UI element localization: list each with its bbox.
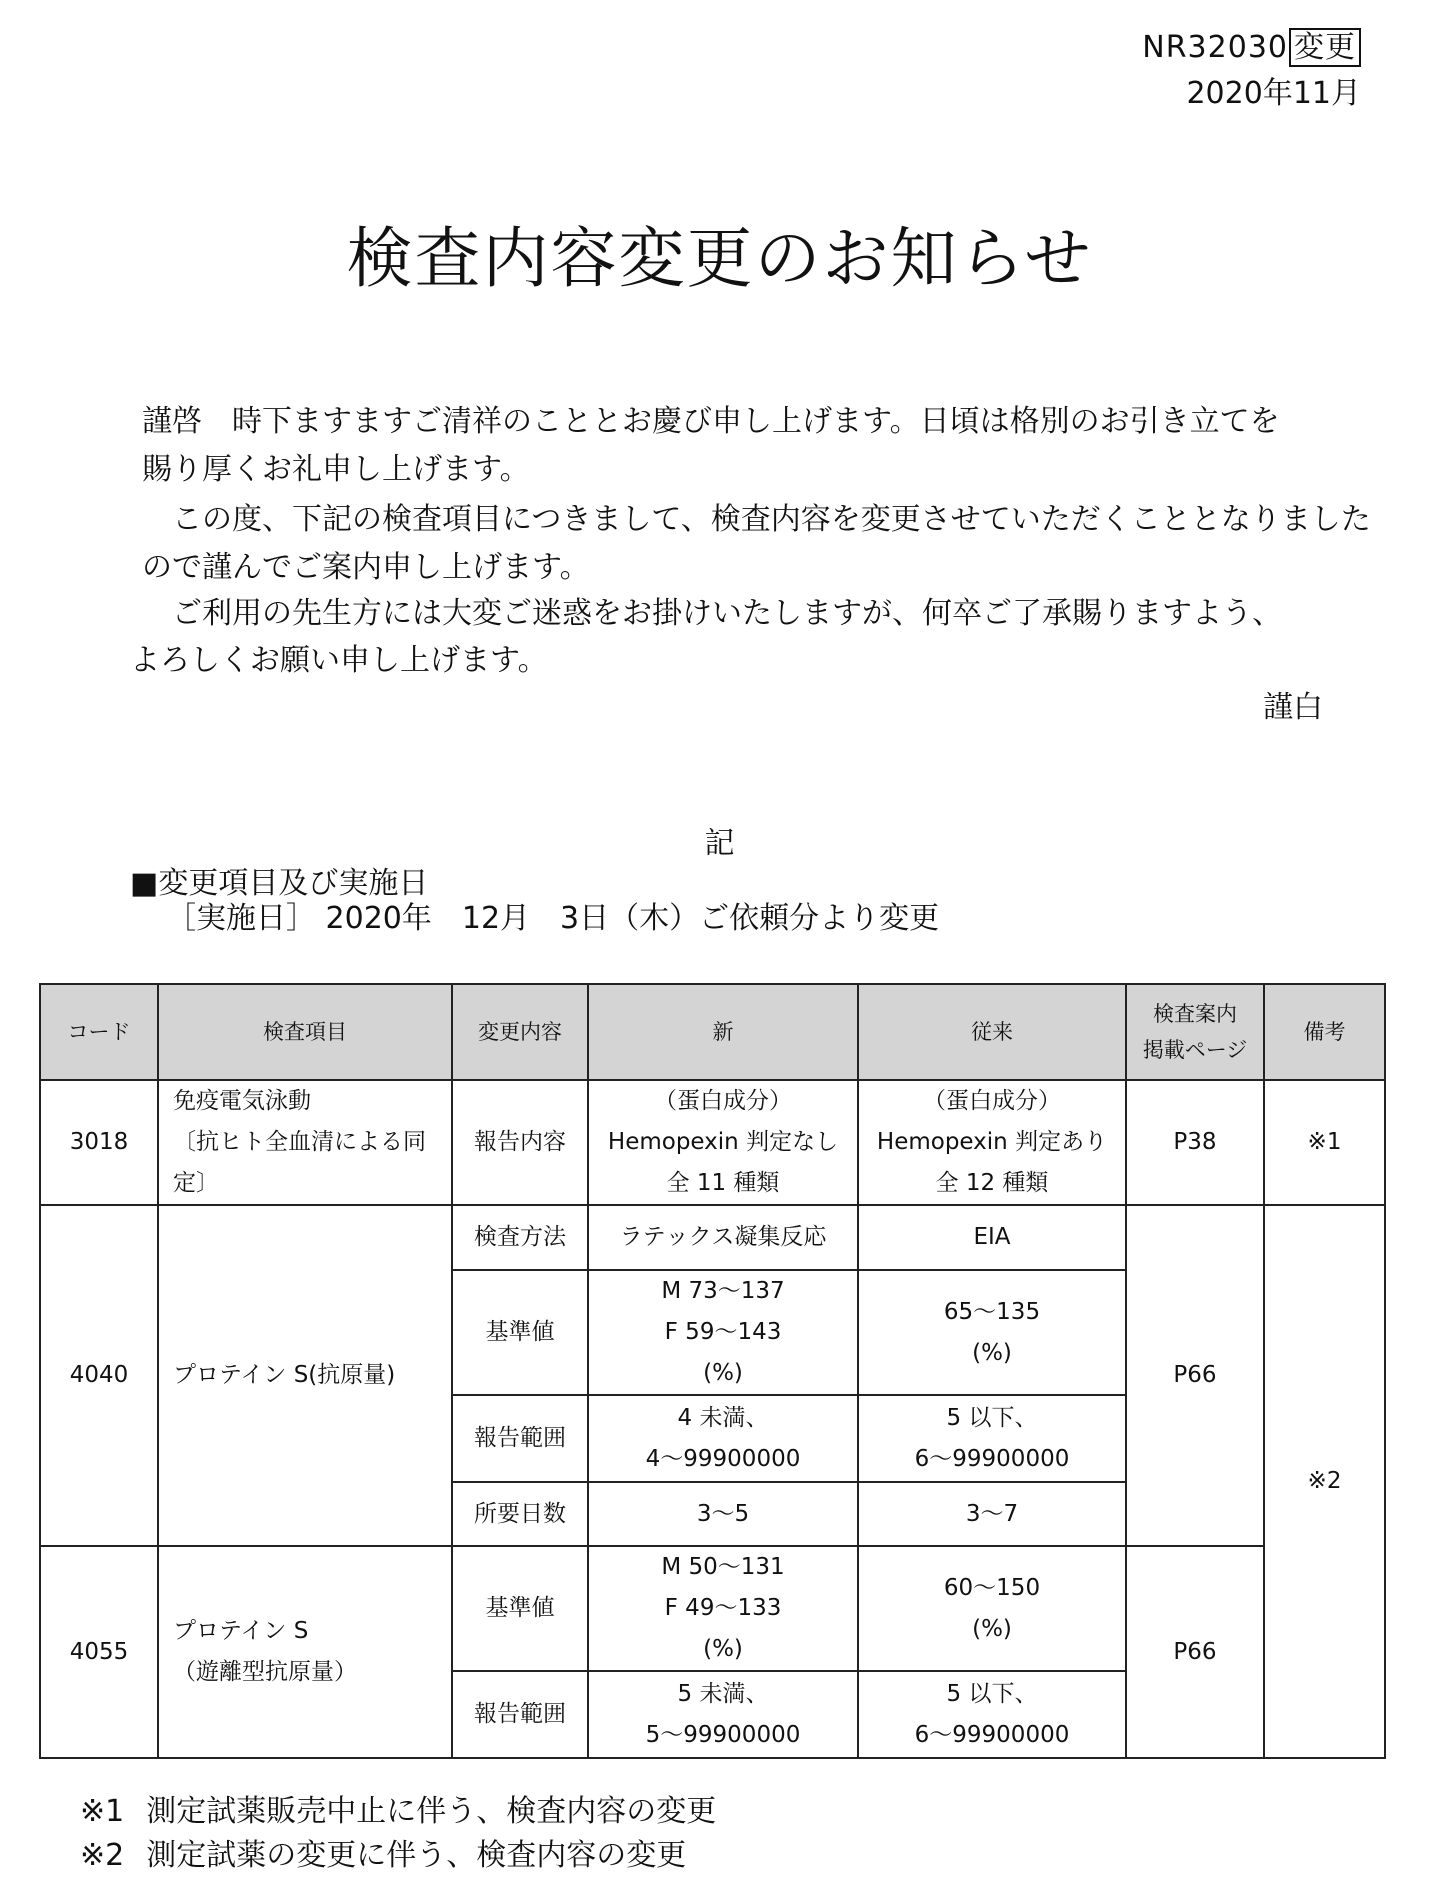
cell-new xyxy=(588,1546,858,1671)
item-line: 免疫電気泳動 xyxy=(173,1088,311,1114)
footnote-text: 測定試薬販売中止に伴う、検査内容の変更 xyxy=(146,1794,717,1829)
cell-change: 検査方法 xyxy=(452,1205,588,1270)
cell-remarks: ※1 xyxy=(1264,1080,1385,1205)
new-line: F 49～133 xyxy=(664,1595,782,1621)
document-date: 2020年11月 xyxy=(1186,76,1361,111)
old-line: 5 以下、 xyxy=(946,1680,1038,1707)
old-line: (%) xyxy=(972,1339,1012,1366)
footnote-2 xyxy=(80,1830,686,1874)
cell-old xyxy=(858,1671,1126,1758)
footnote-text: 測定試薬の変更に伴う、検査内容の変更 xyxy=(146,1838,687,1873)
cell-page: P66 xyxy=(1126,1546,1264,1758)
section-heading: ■変更項目及び実施日 xyxy=(130,866,429,901)
table-row xyxy=(40,1080,1385,1205)
old-line: (%) xyxy=(972,1615,1012,1642)
cell-old xyxy=(858,1080,1126,1205)
old-line: 5 以下、 xyxy=(946,1404,1038,1431)
new-line: 5～99900000 xyxy=(645,1721,801,1748)
item-line: プロテイン S xyxy=(173,1618,309,1644)
header-code: コード xyxy=(40,984,158,1080)
closing-greeting: 謹白 xyxy=(1263,690,1323,725)
footnote-mark: ※2 xyxy=(80,1838,125,1873)
change-table xyxy=(39,983,1386,1759)
old-line: 6～99900000 xyxy=(914,1721,1070,1748)
old-line: 65～135 xyxy=(943,1298,1041,1325)
cell-old xyxy=(858,1546,1126,1671)
old-line: （蛋白成分） xyxy=(923,1088,1061,1114)
cell-new xyxy=(588,1671,858,1758)
cell-old xyxy=(858,1270,1126,1395)
body-line-4: ので謹んでご案内申し上げます。 xyxy=(142,550,590,585)
new-line: 5 未満、 xyxy=(677,1680,769,1707)
header-remarks: 備考 xyxy=(1264,984,1385,1080)
cell-item: プロテイン S(抗原量) xyxy=(158,1205,452,1546)
new-line: （蛋白成分） xyxy=(654,1088,792,1114)
new-line: M 73～137 xyxy=(661,1278,785,1304)
item-line: 〔抗ヒト全血清による同定〕 xyxy=(173,1129,426,1196)
cell-new: 3～5 xyxy=(588,1482,858,1546)
cell-item xyxy=(158,1546,452,1758)
cell-new xyxy=(588,1080,858,1205)
new-line: Hemopexin 判定なし xyxy=(607,1129,839,1155)
body-line-5: ご利用の先生方には大変ご迷惑をお掛けいたしますが、何卒ご了承賜りますよう、 xyxy=(142,596,1282,631)
cell-change: 基準値 xyxy=(452,1270,588,1395)
cell-code: 4055 xyxy=(40,1546,158,1758)
ki-heading: 記 xyxy=(704,826,735,861)
header-page-line2: 掲載ページ xyxy=(1142,1038,1248,1062)
cell-page: P38 xyxy=(1126,1080,1264,1205)
new-line: 4～99900000 xyxy=(645,1445,801,1472)
old-line: 60～150 xyxy=(943,1574,1041,1601)
old-line: 6～99900000 xyxy=(914,1445,1070,1472)
header-item: 検査項目 xyxy=(158,984,452,1080)
implementation-date: ［実施日］ 2020年 12月 3日（木）ご依頼分より変更 xyxy=(166,901,940,936)
cell-change: 所要日数 xyxy=(452,1482,588,1546)
cell-change: 基準値 xyxy=(452,1546,588,1671)
footnote-mark: ※1 xyxy=(80,1794,125,1829)
body-line-3: この度、下記の検査項目につきまして、検査内容を変更させていただくこととなりました xyxy=(142,502,1371,537)
document-code: NR32030 xyxy=(1142,30,1288,65)
table-row xyxy=(40,1546,1385,1671)
cell-item xyxy=(158,1080,452,1205)
header-new: 新 xyxy=(588,984,858,1080)
new-line: F 59～143 xyxy=(664,1319,782,1345)
new-line: (%) xyxy=(703,1360,743,1386)
cell-code: 4040 xyxy=(40,1205,158,1546)
table-row xyxy=(40,1205,1385,1270)
cell-remarks: ※2 xyxy=(1264,1205,1385,1758)
cell-page: P66 xyxy=(1126,1205,1264,1546)
footnote-1 xyxy=(80,1786,716,1830)
cell-old: EIA xyxy=(858,1205,1126,1270)
cell-new: ラテックス凝集反応 xyxy=(588,1205,858,1270)
cell-change: 報告内容 xyxy=(452,1080,588,1205)
cell-change: 報告範囲 xyxy=(452,1395,588,1482)
new-line: M 50～131 xyxy=(661,1554,785,1580)
new-line: (%) xyxy=(703,1636,743,1662)
header-page xyxy=(1126,984,1264,1080)
new-line: 全 11 種類 xyxy=(666,1170,780,1196)
cell-code: 3018 xyxy=(40,1080,158,1205)
cell-change: 報告範囲 xyxy=(452,1671,588,1758)
body-line-2: 賜り厚くお礼申し上げます。 xyxy=(142,452,530,487)
cell-old: 3～7 xyxy=(858,1482,1126,1546)
document-number xyxy=(1142,22,1361,66)
body-line-1: 謹啓 時下ますますご清祥のこととお慶び申し上げます。日頃は格別のお引き立てを xyxy=(142,404,1280,439)
body-line-6: よろしくお願い申し上げます。 xyxy=(130,643,548,678)
cell-new xyxy=(588,1395,858,1482)
cell-new xyxy=(588,1270,858,1395)
page-title: 検査内容変更のお知らせ xyxy=(346,220,1093,297)
header-page-line1: 検査案内 xyxy=(1153,1002,1237,1026)
header-old: 従来 xyxy=(858,984,1126,1080)
table-header-row xyxy=(40,984,1385,1080)
header-change: 変更内容 xyxy=(452,984,588,1080)
old-line: 全 12 種類 xyxy=(935,1170,1049,1196)
cell-old xyxy=(858,1395,1126,1482)
item-line: （遊離型抗原量） xyxy=(173,1659,357,1685)
new-line: 4 未満、 xyxy=(677,1404,769,1431)
document-code-suffix: 変更 xyxy=(1289,28,1361,67)
old-line: Hemopexin 判定あり xyxy=(876,1129,1108,1155)
